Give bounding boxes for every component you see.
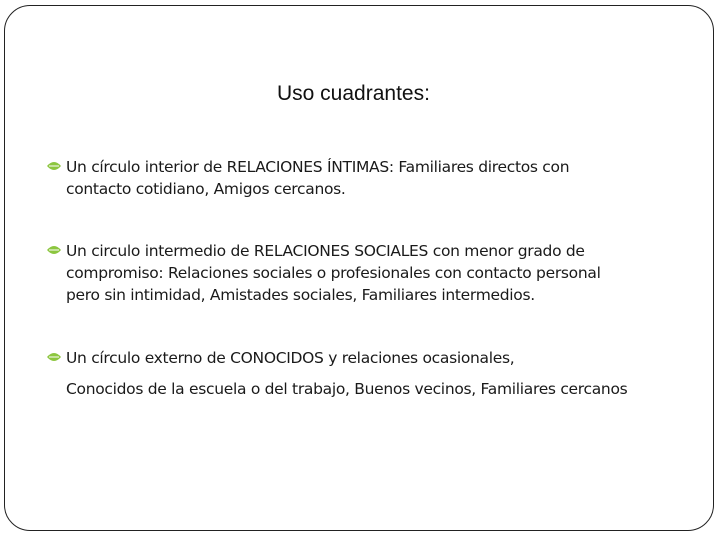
bullet-text-line: Conocidos de la escuela o del trabajo, Buenos vecinos, Familiares cercanos xyxy=(66,380,628,398)
slide-title: Uso cuadrantes: xyxy=(277,82,430,105)
bullet-text-line: Un círculo externo de CONOCIDOS y relaciones ocasionales, xyxy=(66,349,515,367)
bullet-text-line: Un círculo interior de RELACIONES ÍNTIMAS: Familiares directos con xyxy=(66,158,570,176)
leaf-bullet-icon xyxy=(46,159,62,173)
bullet-text-line: pero sin intimidad, Amistades sociales, Familiares intermedios. xyxy=(66,286,535,304)
bullet-text-line: compromiso: Relaciones sociales o profesionales con contacto personal xyxy=(66,264,601,282)
bullet-text-line: Un circulo intermedio de RELACIONES SOCIALES con menor grado de xyxy=(66,242,585,260)
bullet-item xyxy=(46,240,706,306)
leaf-bullet-icon xyxy=(46,350,62,364)
bullet-item xyxy=(46,156,706,200)
bullet-text-line: contacto cotidiano, Amigos cercanos. xyxy=(66,180,346,198)
bullet-item xyxy=(46,347,706,400)
leaf-bullet-icon xyxy=(46,243,62,257)
